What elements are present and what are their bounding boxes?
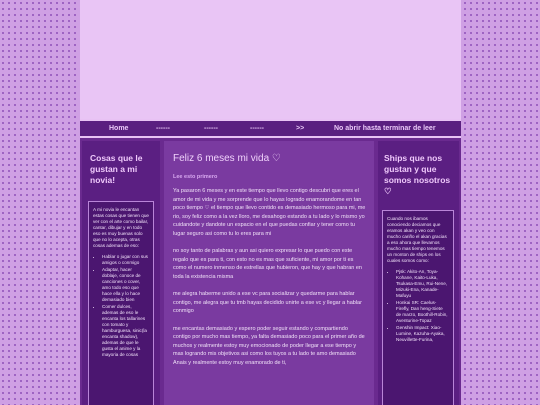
nav-link-4[interactable]: ------ [250, 125, 264, 132]
list-item: • Comer dulces, ademas de eso le encanta los tallarines con tomato y hamburguesa, sinic(la encanta shadow), ademas de que le gusta el anime y la mayoria de cosas [102, 304, 149, 358]
list-item: • Genshin Impact: Xiao-Lumine, Kazuha-Ayaka, Neuvillette-Furina, [396, 325, 449, 343]
right-sidebar-box [382, 210, 454, 405]
right-sidebar-title: Ships que nos gustan y que somos nosotros ♡ [384, 153, 451, 196]
main-content[interactable] [164, 141, 374, 405]
top-nav [80, 121, 461, 136]
left-list [93, 254, 149, 358]
nav-link-2[interactable]: ------ [156, 125, 170, 132]
left-sidebar-title: Cosas que le gustan a mi novia! [90, 153, 143, 185]
post-title: Feliz 6 meses mi vida ♡ [173, 153, 281, 164]
post-subtitle: Lee esto primero [173, 174, 218, 180]
list-item: • Honkai SR: Caelus-Firefly, Dan heng-Siete de marzo, Boothill-Robin, Aventurine-Topaz [396, 300, 449, 324]
left-sidebar [82, 141, 160, 405]
page-container [80, 0, 461, 405]
content-area [80, 138, 461, 405]
paragraph: no soy tanto de palabras y aun asi quiero expresar lo que puedo con este regalo que es para ti, con esto no es mas que suficiente, mi amor por ti es como el numero inmenso de estrellas que hubieron, que hay y que habran en toda la existencia misma [173, 248, 362, 280]
header-banner [80, 0, 461, 119]
right-intro: Cuando nos ibamos conociendo deciamos que eramos akan y veo con mucho cariño el akan gracias a eso ahora que llevamos mucho mas tiempo tenemos un monton de ships en los cuales somos como: [387, 216, 447, 263]
right-sidebar [378, 141, 459, 405]
nav-link-3[interactable]: ------ [204, 125, 218, 132]
paragraph: me encantas demasiado y espero poder seguir estando y compartiendo contigo por mucho mas tiempo, ya falta demasiado poco para el primer año de muchos y realmente estoy muy emocionado de poder llegar a ese tiempo y mas logrando mis objetivos asi como los tuyos a tu lado te amo demasiado Anais y realmente estoy muy enamorado de ti, [173, 325, 365, 366]
list-item: • Hablar o jugar con sus amigos o conmigo [102, 254, 149, 266]
post-body [164, 180, 374, 367]
right-list [387, 269, 449, 343]
nav-link-next[interactable]: >> [296, 125, 305, 132]
left-sidebar-box [88, 201, 154, 405]
nav-link-home[interactable]: Home [109, 125, 129, 132]
paragraph: Ya pasaron 6 meses y en este tiempo que llevo contigo descubri que eres el amor de mi vida y me sorprende que lo hayas logrado enamorandome en tan poco tiempo ♡ el tiempo que llevo contido es demasiado hermoso para mi, me rio, soy feliz como a la vez lloro, me desahogo estando a tu lado y lo mismo yo cuidandote y dandote un espacio en el que puedas confiar y tener como tu lugar seguro asi como tu lo eres para mi [173, 188, 366, 237]
nav-link-no-abrir[interactable]: No abrir hasta terminar de leer [334, 125, 436, 132]
left-intro: A mi novia le encantan estas cosas que tienen que ver con el arte como bailar, cantar, dibujar y en todo eso es muy buenas solo que no lo acepta, otras cosas ademas de eso: [93, 207, 149, 248]
list-item: • Pjsk: Akito-An, Toya-Kohane, Kaito-Luka, Tsukasa-Emu, Rui-Nene, Mizuki-Ena, Kanade-Mafuyu [396, 269, 449, 299]
paragraph: me alegra haberme unido a ese vc para socializar y quedarme para hablar contigo, me alegra que tu tmb hayas decidido unirte a ese vc y llegar a hablar conmigo [173, 291, 362, 314]
list-item: • Adaptar, hacer doblaje, conoce de canciones o cover, amo todo eso que hace ella y lo hace demasiado bien [102, 267, 149, 303]
